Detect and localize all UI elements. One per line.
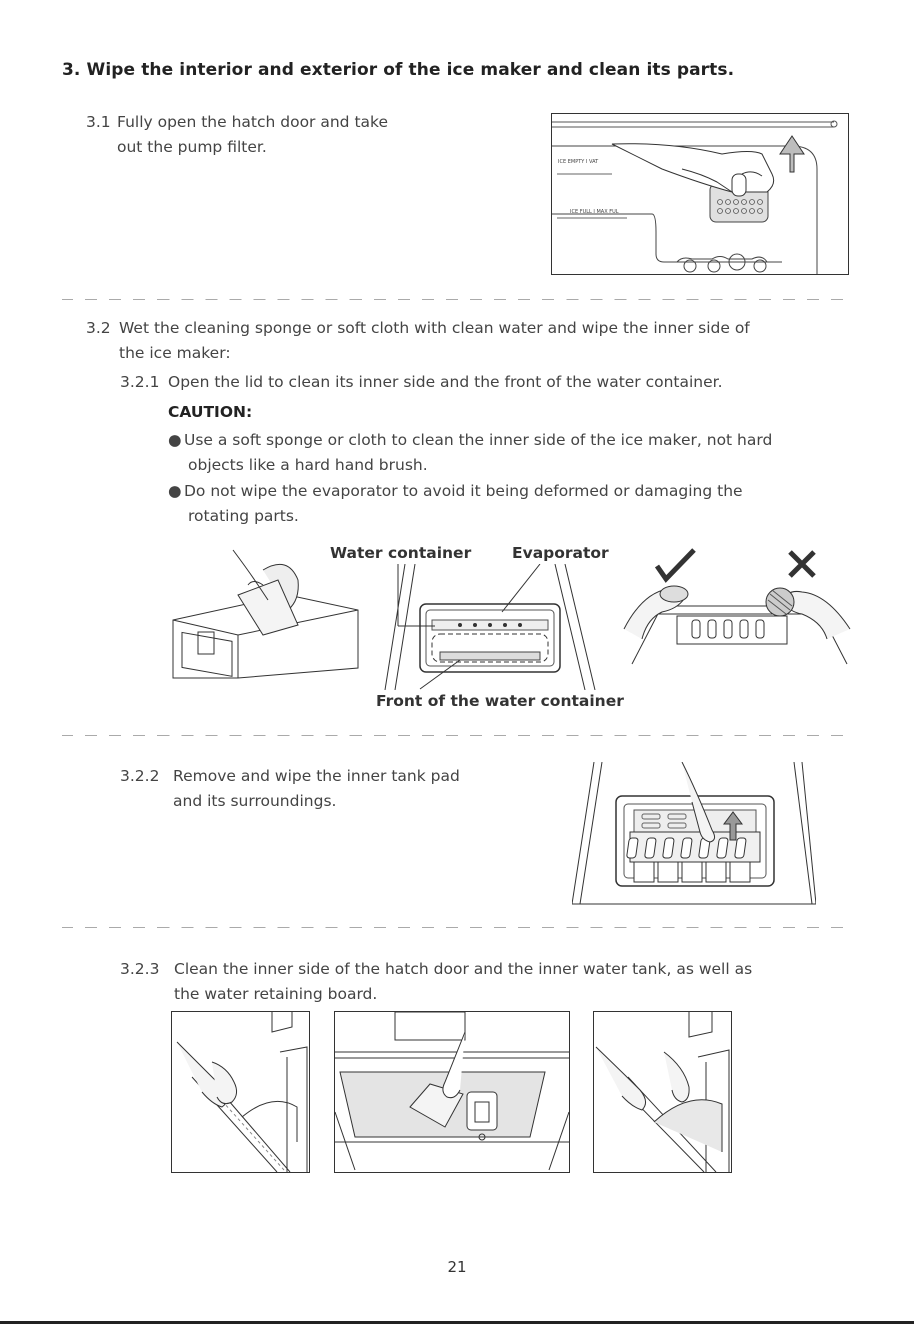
caution-heading: CAUTION: <box>168 403 253 421</box>
pump-filter-illustration <box>551 113 849 275</box>
ice-full-label: ICE FULL I MAX FUL <box>570 209 619 215</box>
wipe-do-dont-illustration <box>622 544 852 668</box>
step-3-2-2-text-line1: Remove and wipe the inner tank pad <box>173 767 460 785</box>
step-3-2-text-line2: the ice maker: <box>119 344 231 362</box>
water-container-illustration <box>380 564 600 690</box>
front-water-container-label: Front of the water container <box>376 692 624 710</box>
step-3-2-3-text-line1: Clean the inner side of the hatch door and the inner water tank, as well as <box>174 960 753 978</box>
water-retaining-board-cleaning-illustration <box>593 1011 732 1173</box>
step-3-2-3-text-line2: the water retaining board. <box>174 985 378 1003</box>
step-3-2-1-number: 3.2.1 <box>120 373 160 391</box>
step-3-1-number: 3.1 <box>86 113 111 131</box>
step-3-1-text-line2: out the pump filter. <box>117 138 267 156</box>
inner-water-tank-cleaning-illustration <box>334 1011 570 1173</box>
step-3-2-1-text: Open the lid to clean its inner side and the front of the water container. <box>168 373 723 391</box>
ice-empty-label: ICE EMPTY I VAT <box>558 159 599 165</box>
divider <box>62 299 852 300</box>
divider <box>62 927 852 928</box>
bullet-2-line2: rotating parts. <box>188 507 299 525</box>
page-number: 21 <box>447 1258 467 1276</box>
step-3-2-number: 3.2 <box>86 319 111 337</box>
water-container-label: Water container <box>330 544 472 562</box>
bullet-1-dot: ● <box>168 431 182 449</box>
step-3-1-text-line1: Fully open the hatch door and take <box>117 113 388 131</box>
bullet-2-dot: ● <box>168 482 182 500</box>
step-3-2-2-number: 3.2.2 <box>120 767 160 785</box>
bullet-1-line2: objects like a hard hand brush. <box>188 456 428 474</box>
section-heading: 3. Wipe the interior and exterior of the ice maker and clean its parts. <box>62 60 735 80</box>
divider <box>62 735 852 736</box>
step-3-2-2-text-line2: and its surroundings. <box>173 792 337 810</box>
step-3-2-text-line1: Wet the cleaning sponge or soft cloth with clean water and wipe the inner side of <box>119 319 750 337</box>
evaporator-label: Evaporator <box>512 544 609 562</box>
hatch-door-cleaning-illustration <box>171 1011 310 1173</box>
step-3-2-3-number: 3.2.3 <box>120 960 160 978</box>
bullet-2-line1: Do not wipe the evaporator to avoid it being deformed or damaging the <box>184 482 743 500</box>
tank-pad-illustration <box>572 762 816 907</box>
bullet-1-line1: Use a soft sponge or cloth to clean the inner side of the ice maker, not hard <box>184 431 773 449</box>
